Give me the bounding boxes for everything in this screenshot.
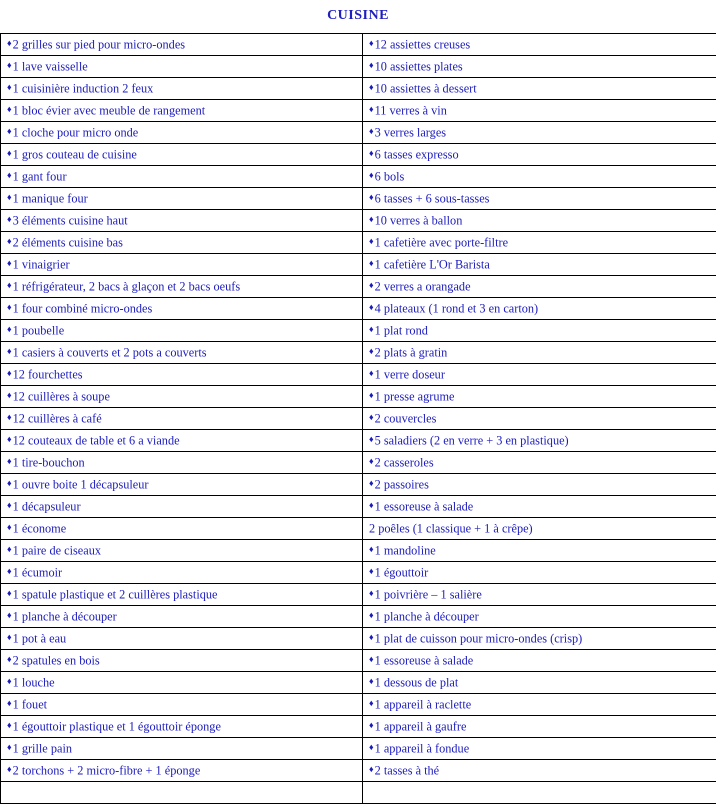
inventory-cell-right <box>363 672 716 694</box>
inventory-cell-right <box>363 452 716 474</box>
inventory-item-label: 3 verres larges <box>375 125 446 139</box>
inventory-item-label: 1 bloc évier avec meuble de rangement <box>13 103 206 117</box>
bullet-icon: ♦ <box>7 501 12 510</box>
inventory-item-label: 10 assiettes plates <box>375 59 463 73</box>
inventory-cell-left <box>1 760 363 782</box>
inventory-cell-right <box>363 716 716 738</box>
bullet-icon: ♦ <box>369 699 374 708</box>
inventory-item-label: 1 gros couteau de cuisine <box>13 147 137 161</box>
bullet-icon: ♦ <box>7 589 12 598</box>
inventory-item-label: 2 casseroles <box>375 455 434 469</box>
inventory-cell-left <box>1 496 363 518</box>
inventory-table <box>0 33 716 804</box>
bullet-icon: ♦ <box>7 765 12 774</box>
bullet-icon: ♦ <box>7 369 12 378</box>
document-page <box>0 8 716 808</box>
page-title: CUISINE <box>0 8 716 24</box>
bullet-icon: ♦ <box>369 633 374 642</box>
table-row <box>1 474 716 496</box>
bullet-icon: ♦ <box>7 171 12 180</box>
inventory-item-label: 12 cuillères à café <box>13 411 102 425</box>
bullet-icon: ♦ <box>7 39 12 48</box>
inventory-cell-left <box>1 188 363 210</box>
table-row <box>1 452 716 474</box>
inventory-cell-right <box>363 584 716 606</box>
table-row <box>1 100 716 122</box>
table-row <box>1 496 716 518</box>
bullet-icon: ♦ <box>369 369 374 378</box>
inventory-cell-left <box>1 232 363 254</box>
inventory-item-label: 2 torchons + 2 micro-fibre + 1 éponge <box>13 763 201 777</box>
inventory-item-label: 1 économe <box>13 521 67 535</box>
inventory-cell-right <box>363 628 716 650</box>
bullet-icon: ♦ <box>7 105 12 114</box>
inventory-item-label: 2 couvercles <box>375 411 437 425</box>
bullet-icon: ♦ <box>7 633 12 642</box>
table-row <box>1 342 716 364</box>
bullet-icon: ♦ <box>369 589 374 598</box>
bullet-icon: ♦ <box>369 61 374 70</box>
table-row <box>1 276 716 298</box>
bullet-icon: ♦ <box>7 325 12 334</box>
inventory-item-label: 1 pot à eau <box>13 631 67 645</box>
table-row <box>1 518 716 540</box>
inventory-cell-left <box>1 430 363 452</box>
inventory-item-label: 1 paire de ciseaux <box>13 543 101 557</box>
inventory-item-label: 1 cloche pour micro onde <box>13 125 139 139</box>
bullet-icon: ♦ <box>7 215 12 224</box>
bullet-icon: ♦ <box>7 435 12 444</box>
inventory-cell-left <box>1 342 363 364</box>
inventory-item-label: 12 couteaux de table et 6 a viande <box>13 433 180 447</box>
inventory-cell-right <box>363 562 716 584</box>
inventory-cell-left <box>1 738 363 760</box>
inventory-cell-right <box>363 210 716 232</box>
inventory-item-label: 4 plateaux (1 rond et 3 en carton) <box>375 301 539 315</box>
inventory-item-label: 2 spatules en bois <box>13 653 100 667</box>
inventory-cell-left <box>1 364 363 386</box>
inventory-cell-right <box>363 408 716 430</box>
inventory-item-label: 11 verres à vin <box>375 103 447 117</box>
bullet-icon: ♦ <box>7 127 12 136</box>
bullet-icon: ♦ <box>369 743 374 752</box>
bullet-icon: ♦ <box>7 61 12 70</box>
inventory-item-label: 1 cuisinière induction 2 feux <box>13 81 154 95</box>
inventory-item-label: 2 tasses à thé <box>375 763 440 777</box>
inventory-cell-right <box>363 474 716 496</box>
bullet-icon: ♦ <box>7 303 12 312</box>
inventory-cell-right <box>363 144 716 166</box>
inventory-cell-left <box>1 452 363 474</box>
bullet-icon: ♦ <box>369 677 374 686</box>
inventory-cell-left <box>1 650 363 672</box>
inventory-cell-right <box>363 298 716 320</box>
inventory-item-label: 1 casiers à couverts et 2 pots a couverts <box>13 345 207 359</box>
bullet-icon: ♦ <box>7 677 12 686</box>
table-row <box>1 364 716 386</box>
inventory-cell-right <box>363 606 716 628</box>
table-row <box>1 650 716 672</box>
inventory-cell-left <box>1 100 363 122</box>
table-row <box>1 628 716 650</box>
inventory-cell-right <box>363 34 716 56</box>
bullet-icon: ♦ <box>369 413 374 422</box>
inventory-item-label: 12 fourchettes <box>13 367 83 381</box>
bullet-icon: ♦ <box>7 237 12 246</box>
inventory-item-label: 1 décapsuleur <box>13 499 81 513</box>
inventory-item-label: 1 spatule plastique et 2 cuillères plastique <box>13 587 218 601</box>
table-row <box>1 166 716 188</box>
inventory-item-label: 1 louche <box>13 675 55 689</box>
table-row <box>1 738 716 760</box>
inventory-cell-left <box>1 276 363 298</box>
inventory-cell-right <box>363 78 716 100</box>
table-row <box>1 430 716 452</box>
bullet-icon: ♦ <box>369 259 374 268</box>
inventory-item-label: 1 appareil à fondue <box>375 741 470 755</box>
bullet-icon: ♦ <box>369 435 374 444</box>
inventory-cell-left <box>1 122 363 144</box>
table-row <box>1 672 716 694</box>
table-row <box>1 606 716 628</box>
table-row <box>1 56 716 78</box>
bullet-icon: ♦ <box>7 83 12 92</box>
table-row <box>1 144 716 166</box>
table-row <box>1 320 716 342</box>
bullet-icon: ♦ <box>7 567 12 576</box>
bullet-icon: ♦ <box>369 347 374 356</box>
bullet-icon: ♦ <box>369 325 374 334</box>
inventory-item-label: 2 grilles sur pied pour micro-ondes <box>13 37 185 51</box>
inventory-item-label: 1 grille pain <box>13 741 72 755</box>
inventory-item-label: 1 manique four <box>13 191 88 205</box>
bullet-icon: ♦ <box>369 611 374 620</box>
inventory-cell-right <box>363 56 716 78</box>
bullet-icon: ♦ <box>7 545 12 554</box>
inventory-item-label: 10 verres à ballon <box>375 213 463 227</box>
inventory-item-label: 2 verres a orangade <box>375 279 471 293</box>
bullet-icon: ♦ <box>369 303 374 312</box>
table-row <box>1 386 716 408</box>
inventory-item-label: 1 écumoir <box>13 565 63 579</box>
bullet-icon: ♦ <box>7 611 12 620</box>
inventory-cell-right <box>363 760 716 782</box>
inventory-cell-right <box>363 386 716 408</box>
table-row <box>1 78 716 100</box>
inventory-item-label: 1 cafetière avec porte-filtre <box>375 235 508 249</box>
inventory-cell-left <box>1 606 363 628</box>
inventory-item-label: 1 vinaigrier <box>13 257 70 271</box>
inventory-item-label: 1 fouet <box>13 697 48 711</box>
inventory-item-label: 1 verre doseur <box>375 367 445 381</box>
inventory-item-label: 1 tire-bouchon <box>13 455 85 469</box>
inventory-cell-right <box>363 342 716 364</box>
bullet-icon: ♦ <box>7 721 12 730</box>
inventory-cell-left <box>1 672 363 694</box>
inventory-item-label: 1 plat de cuisson pour micro-ondes (crisp) <box>375 631 583 645</box>
table-row <box>1 254 716 276</box>
table-row <box>1 760 716 782</box>
bullet-icon: ♦ <box>369 545 374 554</box>
inventory-cell-left <box>1 210 363 232</box>
table-row <box>1 782 716 804</box>
inventory-item-label: 6 bols <box>375 169 405 183</box>
inventory-item-label: 1 lave vaisselle <box>13 59 88 73</box>
inventory-cell-left <box>1 56 363 78</box>
inventory-item-label: 1 planche à découper <box>375 609 479 623</box>
table-row <box>1 540 716 562</box>
table-row <box>1 298 716 320</box>
bullet-icon: ♦ <box>7 281 12 290</box>
bullet-icon: ♦ <box>7 523 12 532</box>
inventory-cell-left <box>1 408 363 430</box>
bullet-icon: ♦ <box>369 215 374 224</box>
inventory-table-body <box>1 34 716 804</box>
bullet-icon: ♦ <box>369 171 374 180</box>
bullet-icon: ♦ <box>7 457 12 466</box>
inventory-cell-right <box>363 276 716 298</box>
inventory-item-label: 1 égouttoir <box>375 565 429 579</box>
table-row <box>1 584 716 606</box>
bullet-icon: ♦ <box>7 193 12 202</box>
inventory-cell-right <box>363 320 716 342</box>
inventory-item-label: 3 éléments cuisine haut <box>13 213 128 227</box>
table-row <box>1 34 716 56</box>
table-row <box>1 122 716 144</box>
bullet-icon: ♦ <box>369 567 374 576</box>
inventory-item-label: 1 appareil à raclette <box>375 697 472 711</box>
bullet-icon: ♦ <box>369 457 374 466</box>
bullet-icon: ♦ <box>7 743 12 752</box>
bullet-icon: ♦ <box>369 391 374 400</box>
inventory-item-label: 12 assiettes creuses <box>375 37 471 51</box>
inventory-cell-right <box>363 518 716 540</box>
inventory-cell-left <box>1 320 363 342</box>
inventory-cell-right <box>363 188 716 210</box>
bullet-icon: ♦ <box>369 105 374 114</box>
inventory-cell-right <box>363 782 716 804</box>
inventory-item-label: 1 presse agrume <box>375 389 455 403</box>
inventory-cell-left <box>1 298 363 320</box>
bullet-icon: ♦ <box>369 479 374 488</box>
inventory-cell-left <box>1 78 363 100</box>
bullet-icon: ♦ <box>369 655 374 664</box>
inventory-cell-right <box>363 254 716 276</box>
inventory-cell-left <box>1 584 363 606</box>
table-row <box>1 562 716 584</box>
inventory-item-label: 1 réfrigérateur, 2 bacs à glaçon et 2 bacs oeufs <box>13 279 241 293</box>
bullet-icon: ♦ <box>7 479 12 488</box>
bullet-icon: ♦ <box>7 699 12 708</box>
bullet-icon: ♦ <box>369 237 374 246</box>
bullet-icon: ♦ <box>7 413 12 422</box>
inventory-cell-left <box>1 628 363 650</box>
table-row <box>1 188 716 210</box>
inventory-cell-left <box>1 474 363 496</box>
inventory-item-label: 1 gant four <box>13 169 67 183</box>
inventory-item-label: 1 poubelle <box>13 323 65 337</box>
bullet-icon: ♦ <box>7 259 12 268</box>
inventory-cell-left <box>1 716 363 738</box>
inventory-item-label: 6 tasses + 6 sous-tasses <box>375 191 490 205</box>
bullet-icon: ♦ <box>369 39 374 48</box>
inventory-item-label: 1 essoreuse à salade <box>375 499 474 513</box>
inventory-cell-right <box>363 166 716 188</box>
inventory-item-label: 1 planche à découper <box>13 609 117 623</box>
bullet-icon: ♦ <box>369 281 374 290</box>
table-row <box>1 232 716 254</box>
inventory-item-label: 1 ouvre boite 1 décapsuleur <box>13 477 149 491</box>
inventory-cell-left <box>1 518 363 540</box>
inventory-item-label: 1 dessous de plat <box>375 675 459 689</box>
inventory-item-label: 2 poêles (1 classique + 1 à crêpe) <box>369 521 533 535</box>
inventory-cell-right <box>363 122 716 144</box>
inventory-cell-left <box>1 166 363 188</box>
bullet-icon: ♦ <box>369 127 374 136</box>
inventory-item-label: 1 four combiné micro-ondes <box>13 301 153 315</box>
inventory-cell-right <box>363 496 716 518</box>
inventory-item-label: 10 assiettes à dessert <box>375 81 477 95</box>
bullet-icon: ♦ <box>369 83 374 92</box>
inventory-cell-left <box>1 782 363 804</box>
inventory-item-label: 6 tasses expresso <box>375 147 459 161</box>
inventory-cell-right <box>363 100 716 122</box>
inventory-item-label: 5 saladiers (2 en verre + 3 en plastique) <box>375 433 569 447</box>
inventory-cell-left <box>1 386 363 408</box>
bullet-icon: ♦ <box>7 655 12 664</box>
bullet-icon: ♦ <box>7 347 12 356</box>
bullet-icon: ♦ <box>7 149 12 158</box>
bullet-icon: ♦ <box>369 193 374 202</box>
inventory-cell-right <box>363 364 716 386</box>
bullet-icon: ♦ <box>7 391 12 400</box>
bullet-icon: ♦ <box>369 149 374 158</box>
inventory-item-label: 2 passoires <box>375 477 429 491</box>
inventory-item-label: 1 mandoline <box>375 543 436 557</box>
inventory-cell-left <box>1 540 363 562</box>
bullet-icon: ♦ <box>369 501 374 510</box>
table-row <box>1 210 716 232</box>
inventory-item-label: 1 plat rond <box>375 323 428 337</box>
inventory-cell-right <box>363 738 716 760</box>
inventory-item-label: 2 éléments cuisine bas <box>13 235 123 249</box>
inventory-item-label: 1 appareil à gaufre <box>375 719 467 733</box>
table-row <box>1 408 716 430</box>
inventory-item-label: 2 plats à gratin <box>375 345 448 359</box>
table-row <box>1 716 716 738</box>
inventory-cell-left <box>1 34 363 56</box>
inventory-cell-right <box>363 232 716 254</box>
inventory-cell-left <box>1 254 363 276</box>
inventory-cell-right <box>363 430 716 452</box>
inventory-cell-right <box>363 540 716 562</box>
inventory-item-label: 1 égouttoir plastique et 1 égouttoir éponge <box>13 719 221 733</box>
bullet-icon: ♦ <box>369 765 374 774</box>
table-row <box>1 694 716 716</box>
inventory-item-label: 1 essoreuse à salade <box>375 653 474 667</box>
inventory-item-label: 1 poivrière – 1 salière <box>375 587 482 601</box>
inventory-cell-left <box>1 144 363 166</box>
inventory-cell-left <box>1 562 363 584</box>
inventory-item-label: 1 cafetière L'Or Barista <box>375 257 490 271</box>
inventory-cell-right <box>363 694 716 716</box>
inventory-cell-left <box>1 694 363 716</box>
inventory-item-label: 12 cuillères à soupe <box>13 389 110 403</box>
bullet-icon: ♦ <box>369 721 374 730</box>
inventory-cell-right <box>363 650 716 672</box>
